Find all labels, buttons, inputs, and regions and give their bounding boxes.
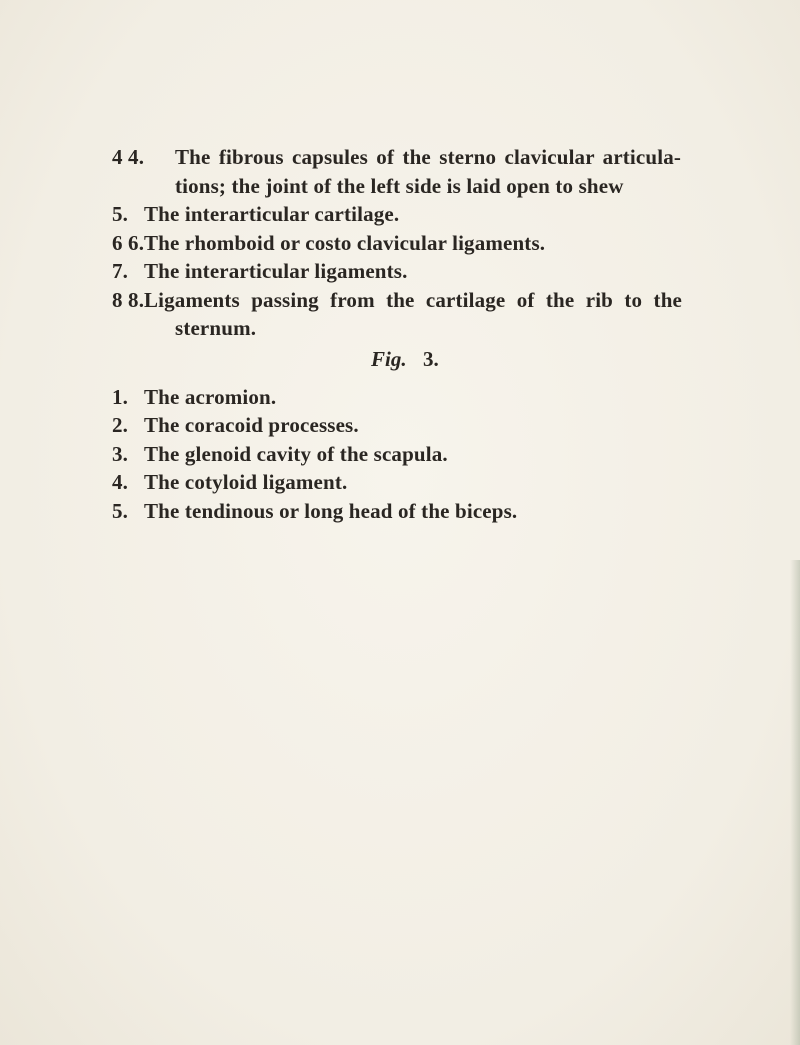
item-text-line: The tendinous or long head of the biceps. (144, 498, 518, 523)
item-number: 5. (112, 202, 129, 226)
item-number: 2. (112, 413, 129, 437)
item-text-line: The cotyloid ligament. (144, 470, 348, 494)
item-number: 1. (112, 384, 129, 409)
item-number: 6 6. (112, 230, 145, 255)
item-text-continuation: tions; the joint of the left side is laid open to shew (175, 173, 624, 198)
item-text-line: The fibrous capsules of the sterno clavicular articula- (175, 145, 681, 169)
list-item (0, 229, 800, 258)
list-item (0, 383, 800, 412)
item-text-line: The rhomboid or costo clavicular ligaments. (144, 230, 546, 255)
item-text-line: The interarticular cartilage. (144, 202, 400, 226)
item-number: 4. (112, 470, 129, 494)
list-item (0, 257, 800, 286)
figure-number: 3. (423, 346, 439, 371)
item-text-line: The acromion. (144, 384, 277, 409)
list-item (0, 200, 800, 229)
page-edge-shadow (790, 560, 800, 1045)
list-item (0, 411, 800, 440)
item-text-line: Ligaments passing from the cartilage of the rib to the (144, 287, 682, 312)
item-number: 7. (112, 259, 129, 283)
list-item (0, 468, 800, 497)
list-item (0, 440, 800, 469)
item-number: 3. (112, 441, 129, 466)
list-item (0, 143, 800, 200)
item-number: 4 4. (112, 145, 145, 169)
item-text-line: The coracoid processes. (144, 413, 359, 437)
figure-label: Fig. (371, 346, 407, 371)
list-item (0, 497, 800, 526)
item-number: 5. (112, 498, 129, 523)
plate-explanation (0, 143, 800, 525)
item-number: 8 8. (112, 287, 145, 312)
figure-heading (0, 343, 800, 383)
item-text-line: The interarticular ligaments. (144, 259, 408, 283)
list-item (0, 286, 800, 343)
item-text-line: The glenoid cavity of the scapula. (144, 441, 448, 466)
item-text-continuation: sternum. (175, 316, 257, 340)
